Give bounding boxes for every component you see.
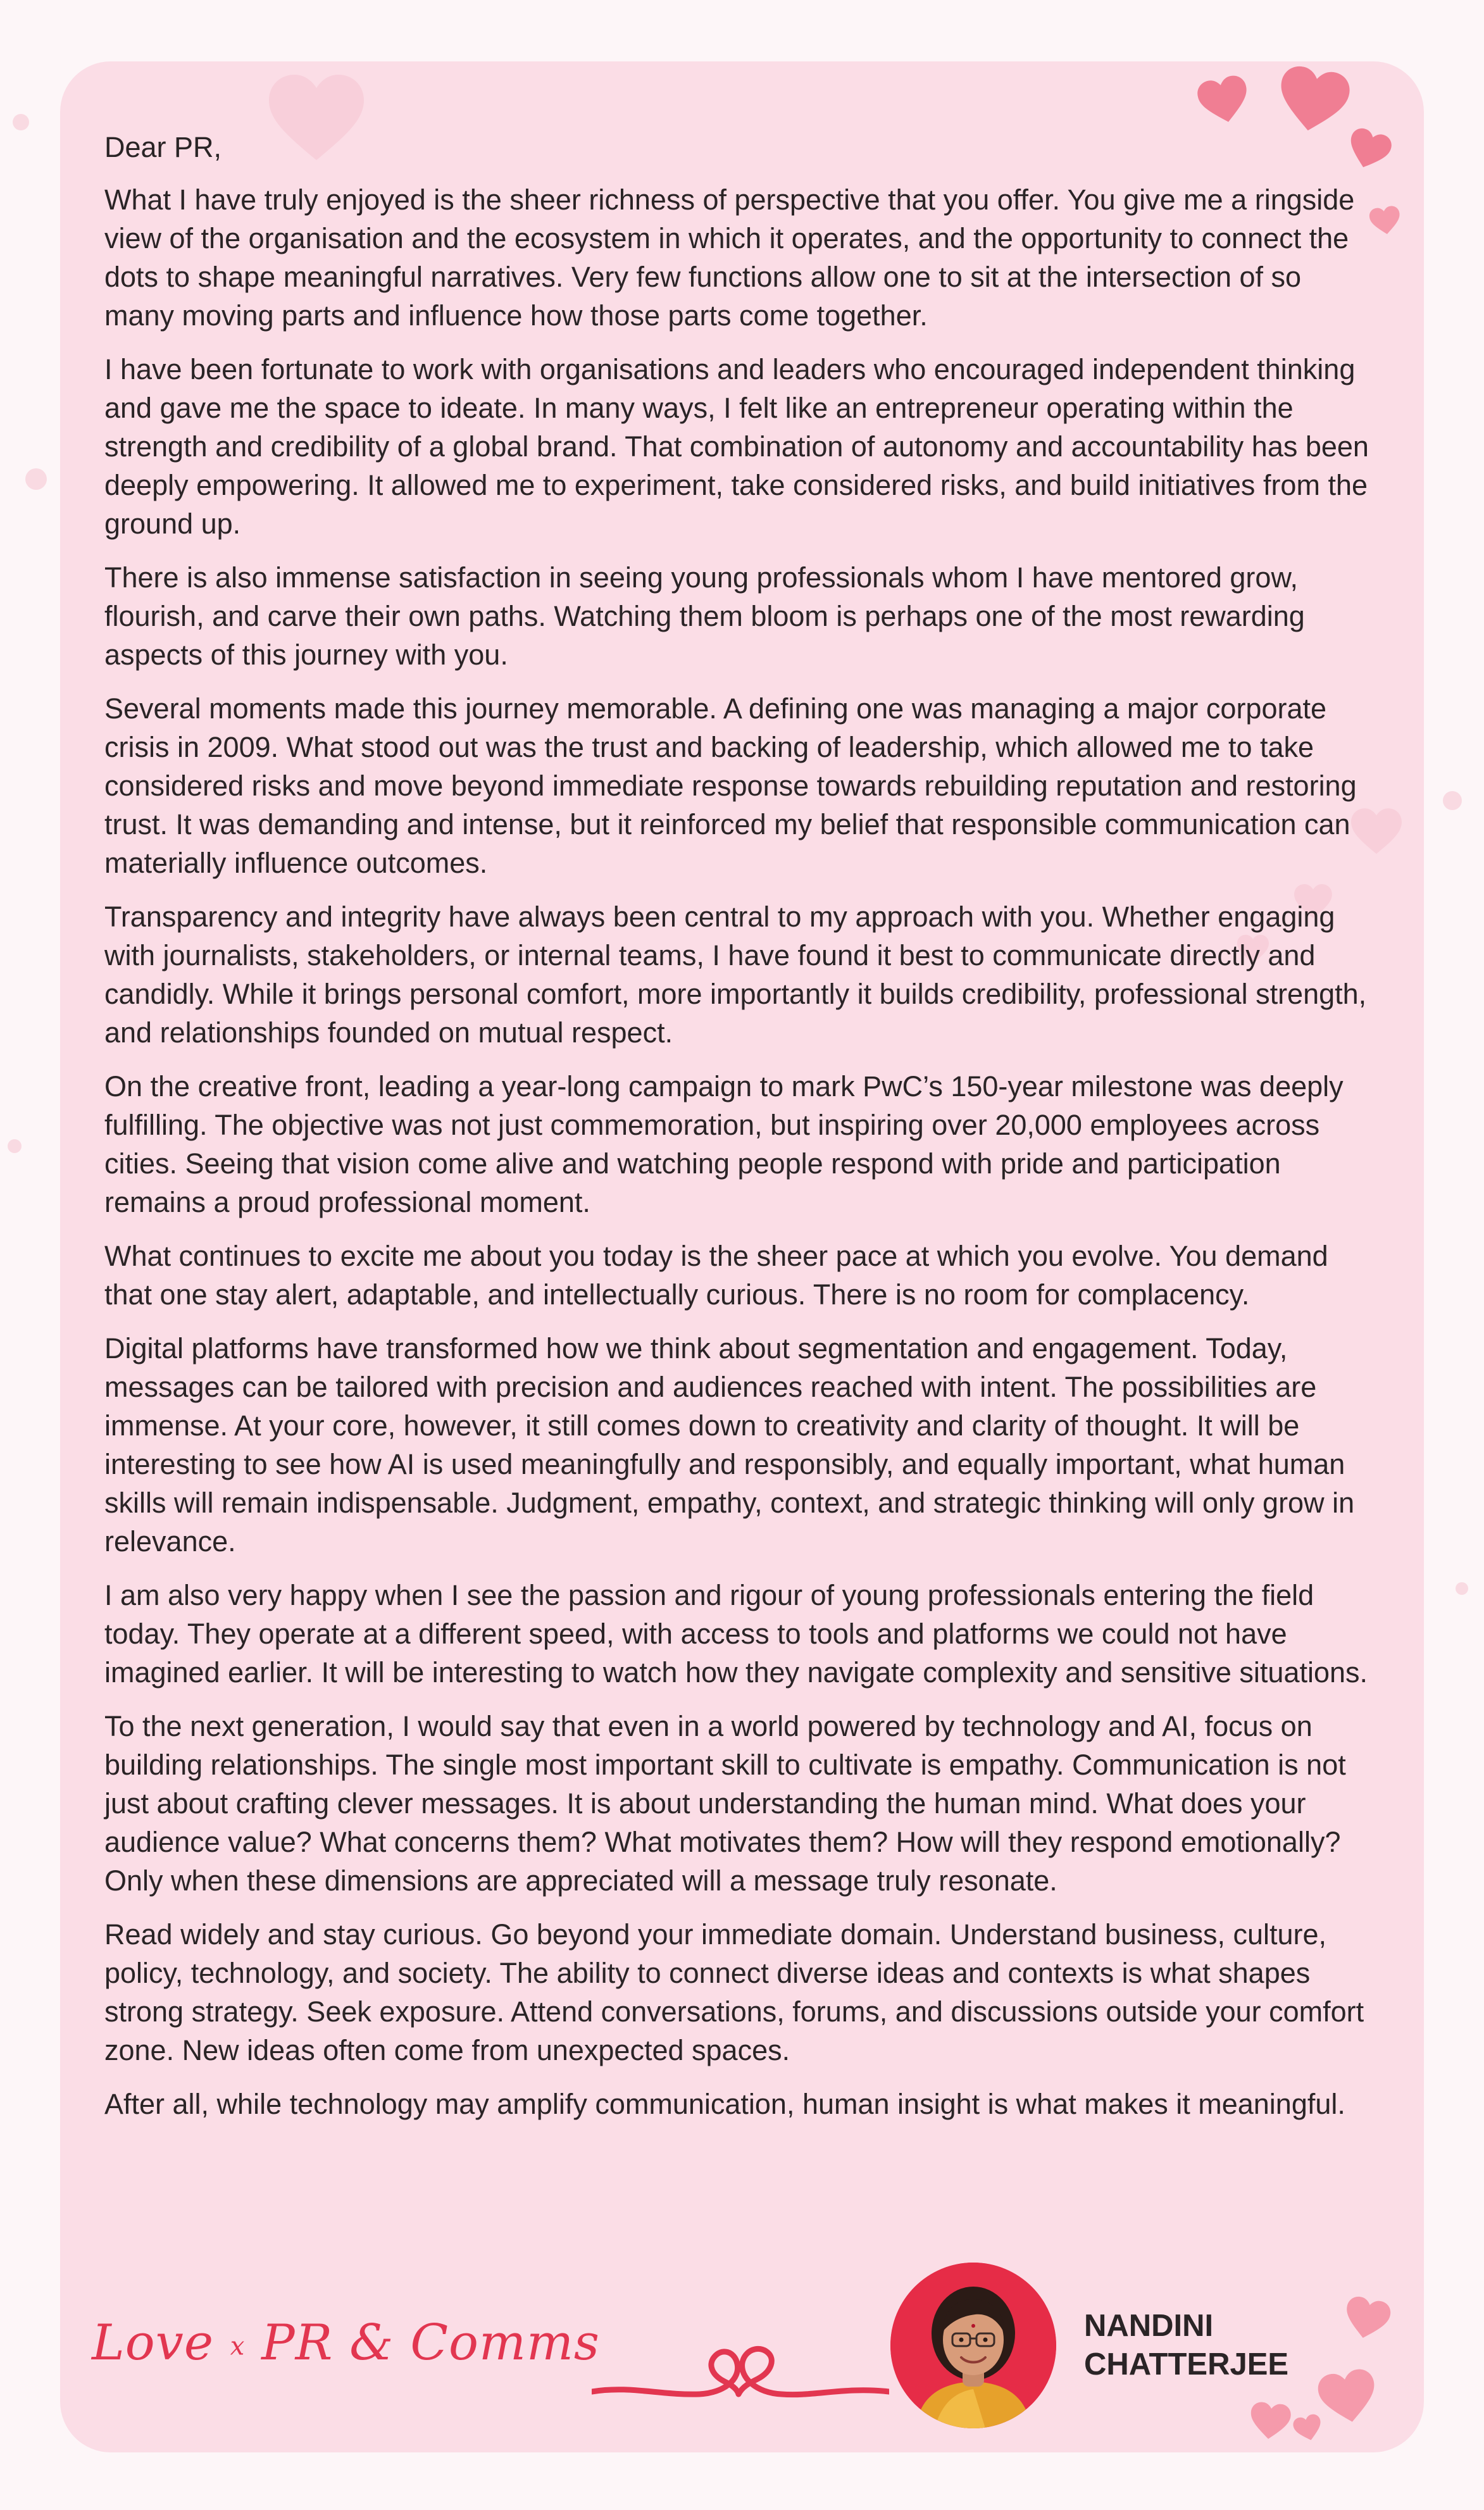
background-speck	[1443, 791, 1462, 810]
paragraph-10: To the next generation, I would say that even in a world powered by technology and AI, focus on building relationships. The single most important skill to cultivate is empathy. Communication is not just about crafting clever messages. It is about understanding the human mind. What does your audience value? What concerns them? What motivates them? How will they respond emotionally? Only when these dimensions are appreciated will a message truly resonate.	[104, 1710, 1346, 1897]
portrait-illustration	[890, 2263, 1056, 2428]
footer-brand-logo	[92, 2314, 600, 2371]
brand-x-text: x	[230, 2332, 246, 2361]
paragraph-5: Transparency and integrity have always been central to my approach with you. Whether engaging with journalists, stakeholders, or internal teams, I have found it best to communicate directly and candidly. While it brings personal comfort, more importantly it builds credibility, professional strength, and relationships founded on mutual respect.	[104, 901, 1367, 1049]
heart-icon	[1273, 63, 1353, 138]
background-speck	[25, 468, 47, 490]
avatar	[890, 2263, 1056, 2428]
brand-love-text: Love	[92, 2314, 214, 2371]
salutation: Dear PR,	[104, 131, 222, 163]
background-speck	[13, 114, 29, 130]
paragraph-9: I am also very happy when I see the passion and rigour of young professionals entering the field today. They operate at a different speed, with access to tools and platforms we could not have imagined earlier. It will be interesting to watch how they navigate complexity and sensitive situations.	[104, 1579, 1368, 1689]
paragraph-6: On the creative front, leading a year-long campaign to mark PwC’s 150-year milestone was deeply fulfilling. The objective was not just commemoration, but inspiring over 20,000 employees across cities. Seeing that vision come alive and watching people respond with pride and participation remains a proud professional moment.	[104, 1070, 1344, 1218]
paragraph-4: Several moments made this journey memorable. A defining one was managing a major corporate crisis in 2009. What stood out was the trust and backing of leadership, which allowed me to take considered risks and move beyond immediate response towards rebuilding reputation and restoring trust. It was demanding and intense, but it reinforced my belief that responsible communication can materially influence outcomes.	[104, 692, 1357, 879]
signature-name	[1084, 2307, 1288, 2384]
ribbon-heart-icon	[592, 2333, 889, 2416]
background-speck	[1456, 1582, 1468, 1595]
paragraph-8: Digital platforms have transformed how we think about segmentation and engagement. Today, messages can be tailored with precision and audiences reached with intent. The possibilities are immense. At your core, however, it still comes down to creativity and clarity of thought. It will be interesting to see how AI is used meaningfully and responsibly, and equally important, what human skills will remain indispensable. Judgment, empathy, context, and strategic thinking will only grow in relevance.	[104, 1332, 1355, 1558]
paragraph-12: After all, while technology may amplify communication, human insight is what makes it meaningful.	[104, 2088, 1345, 2120]
signature-first-name: NANDINI	[1084, 2309, 1214, 2343]
signature-last-name: CHATTERJEE	[1084, 2347, 1289, 2382]
background-speck	[8, 1139, 22, 1153]
brand-rest-text: PR & Comms	[261, 2314, 600, 2371]
paragraph-1: What I have truly enjoyed is the sheer richness of perspective that you offer. You give me a ringside view of the organisation and the ecosystem in which it operates, and the opportunity to connect the dots to shape meaningful narratives. Very few functions allow one to sit at the intersection of so many moving parts and influence how those parts come together.	[104, 184, 1355, 332]
heart-icon	[1195, 73, 1252, 128]
heart-icon	[1341, 2294, 1393, 2343]
paragraph-2: I have been fortunate to work with organisations and leaders who encouraged independent thinking and gave me the space to ideate. In many ways, I felt like an entrepreneur operating within the strength and credibility of a global brand. That combination of autonomy and accountability has been deeply empowering. It allowed me to experiment, take considered risks, and build initiatives from the ground up.	[104, 353, 1369, 540]
letter-card	[60, 61, 1424, 2452]
heart-icon	[1316, 2367, 1381, 2428]
letter-body	[104, 128, 1376, 2138]
heart-icon	[1248, 2401, 1292, 2442]
paragraph-7: What continues to excite me about you today is the sheer pace at which you evolve. You demand that one stay alert, adaptable, and intellectually curious. There is no room for complacency.	[104, 1240, 1328, 1311]
paragraph-11: Read widely and stay curious. Go beyond your immediate domain. Understand business, culture, policy, technology, and society. The ability to connect diverse ideas and contexts is what shapes strong strategy. Seek exposure. Attend conversations, forums, and discussions outside your comfort zone. New ideas often come from unexpected spaces.	[104, 1918, 1364, 2066]
heart-icon	[1292, 2413, 1325, 2444]
paragraph-3: There is also immense satisfaction in seeing young professionals whom I have mentored grow, flourish, and carve their own paths. Watching them bloom is perhaps one of the most rewarding aspects of this journey with you.	[104, 561, 1305, 671]
